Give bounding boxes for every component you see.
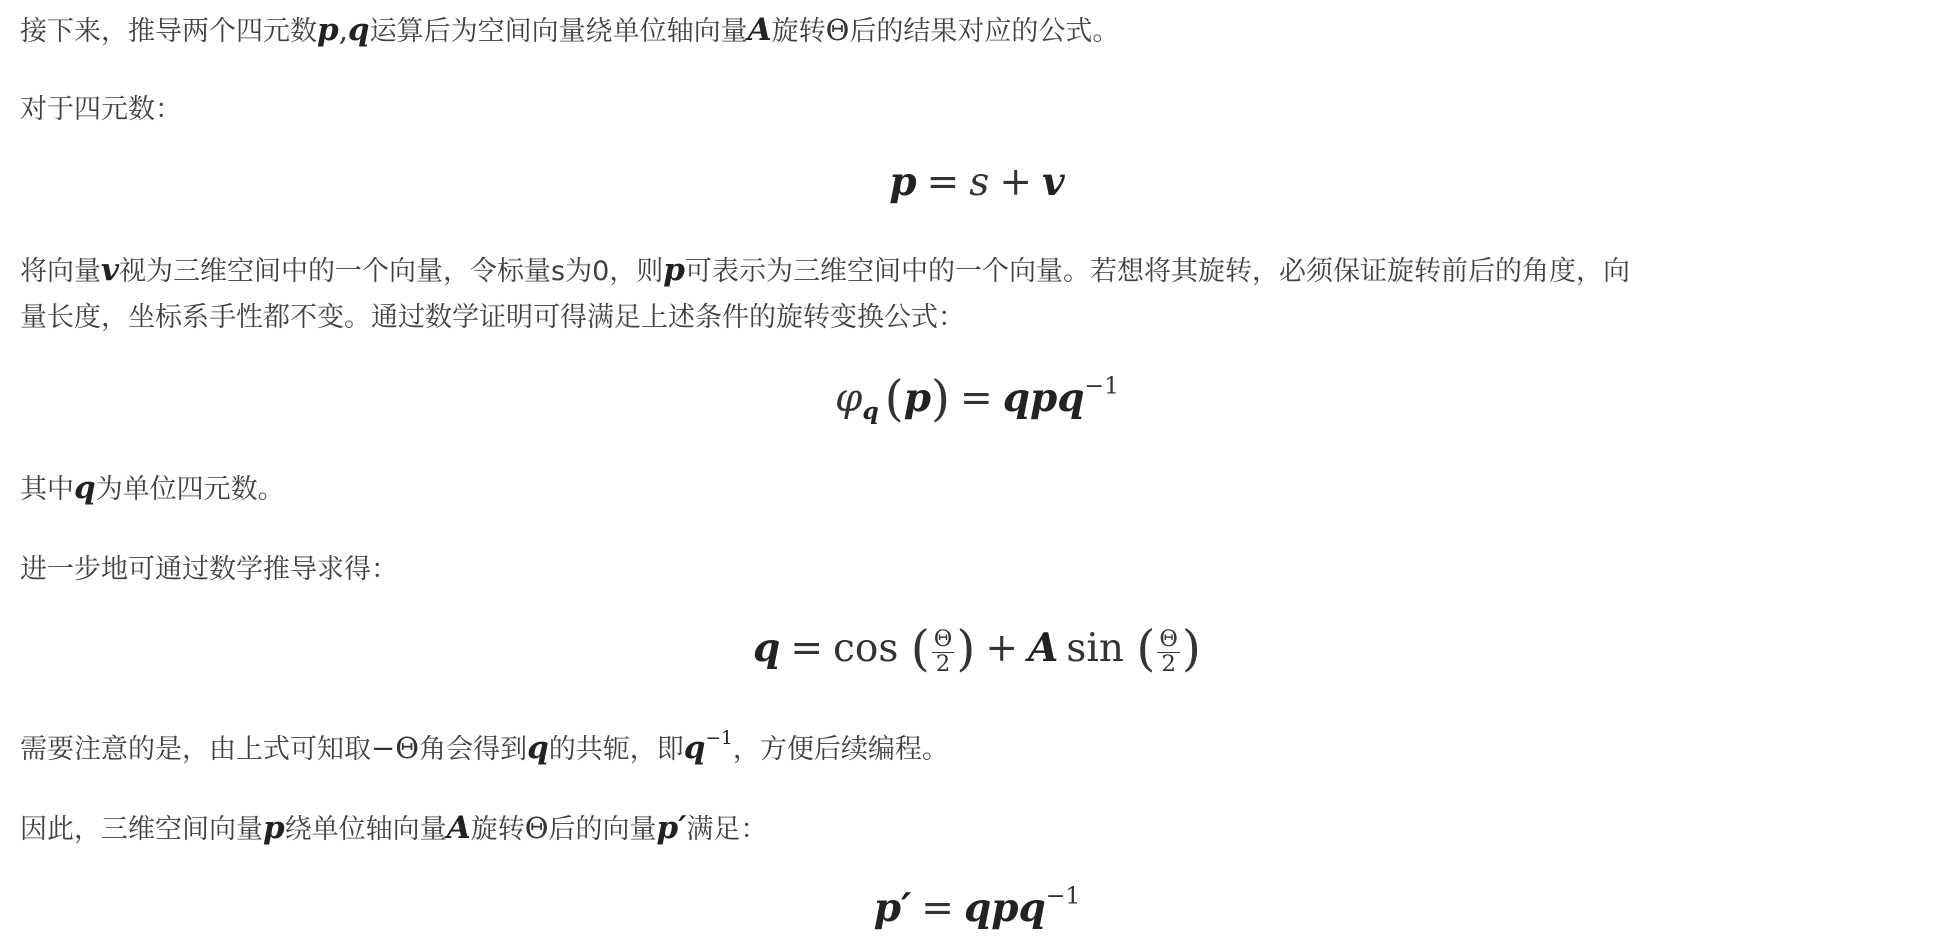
- eq-var-s: s: [969, 160, 990, 205]
- fraction-denominator: 2: [1161, 651, 1176, 678]
- var-v: v: [101, 252, 120, 288]
- eq-close-paren: ): [930, 370, 951, 427]
- comma: ,: [338, 13, 348, 47]
- paragraph-quaternion-label: [20, 90, 182, 130]
- paragraph-conjugate-note: [20, 728, 949, 770]
- text: 可表示为三维空间中的一个向量。若想将其旋转，必须保证旋转前后的角度，向: [684, 256, 1630, 287]
- eq-fraction-theta-half: [1157, 628, 1180, 677]
- text: 接下来，推导两个四元数: [20, 16, 317, 47]
- theta-symbol: Θ: [825, 13, 850, 47]
- text: 旋转: [771, 16, 826, 47]
- text: 旋转: [470, 814, 525, 845]
- eq-var-p-prime: p′: [873, 885, 912, 931]
- text: 需要注意的是，由上式可知取: [20, 734, 371, 765]
- var-q-inverse: [684, 730, 733, 766]
- eq-var-p: p: [889, 159, 917, 205]
- eq-open-paren: (: [1136, 620, 1156, 677]
- text: ，方便后续编程。: [732, 734, 949, 765]
- eq-sup-inverse: −1: [1084, 371, 1119, 400]
- paragraph-unit-quaternion: [20, 468, 285, 510]
- eq-equals: =: [921, 886, 954, 931]
- text: 运算后为空间向量绕单位轴向量: [369, 16, 748, 47]
- text: 其中: [20, 474, 74, 505]
- paragraph-derivation: [20, 550, 398, 590]
- fraction-numerator: Θ: [933, 626, 953, 653]
- eq-sup-inverse: −1: [1045, 881, 1081, 910]
- text: 因此，三维空间向量: [20, 814, 263, 845]
- equation-q-cos-sin: [0, 618, 1954, 679]
- neg-theta: −Θ: [371, 731, 420, 765]
- paragraph-rotation-conditions-line1: [20, 250, 1630, 292]
- paragraph-rotation-conditions-line2: [20, 298, 965, 338]
- eq-var-v: v: [1042, 159, 1065, 205]
- eq-plus: +: [985, 626, 1019, 671]
- eq-plus: +: [999, 160, 1032, 205]
- eq-equals: =: [790, 626, 824, 671]
- equation-rotation-transform: [0, 368, 1954, 429]
- text: 的共轭，即: [548, 734, 684, 765]
- var-A: A: [747, 12, 772, 48]
- fraction-denominator: 2: [935, 651, 951, 678]
- var-p: p: [317, 12, 339, 48]
- text: 满足：: [686, 814, 768, 845]
- eq-phi: φ: [835, 376, 863, 421]
- eq-sub-q: q: [862, 397, 879, 426]
- text: 后的结果对应的公式。: [849, 16, 1120, 47]
- equation-rotated-vector: [0, 878, 1954, 939]
- text: 将向量: [20, 256, 101, 287]
- var-q: q: [347, 12, 370, 48]
- text: 量长度，坐标系手性都不变。通过数学证明可得满足上述条件的旋转变换公式：: [20, 302, 965, 333]
- paragraph-intro: [20, 10, 1119, 52]
- eq-equals: =: [960, 376, 993, 421]
- fraction-numerator: Θ: [1159, 626, 1178, 653]
- eq-sin: sin: [1066, 626, 1124, 671]
- text: 为单位四元数。: [95, 474, 285, 505]
- text: 对于四元数：: [20, 94, 182, 125]
- var-p: p: [263, 810, 285, 846]
- text: 角会得到: [419, 734, 528, 765]
- var-q: q: [683, 730, 706, 766]
- eq-open-paren: (: [884, 370, 904, 427]
- eq-var-q: q: [753, 625, 781, 671]
- text: 视为三维空间中的一个向量，令标量s为0，则: [119, 256, 664, 287]
- var-p: p: [663, 252, 685, 288]
- eq-qpq: qpq: [963, 885, 1046, 931]
- eq-var-p: p: [903, 375, 931, 421]
- var-q: q: [527, 730, 549, 766]
- eq-fraction-theta-half: [932, 628, 955, 677]
- eq-equals: =: [926, 160, 960, 205]
- text: 进一步地可通过数学推导求得：: [20, 554, 398, 585]
- text: 绕单位轴向量: [284, 814, 447, 845]
- theta-symbol: Θ: [524, 811, 549, 845]
- equation-quaternion-definition: [0, 152, 1954, 213]
- var-p-prime: p′: [656, 810, 687, 846]
- var-A: A: [446, 810, 471, 846]
- paragraph-conclusion: [20, 808, 767, 850]
- eq-var-A: A: [1028, 625, 1059, 671]
- eq-close-paren: ): [956, 620, 976, 677]
- var-q: q: [74, 470, 96, 506]
- eq-cos: cos: [833, 626, 899, 671]
- eq-qpq: qpq: [1002, 375, 1085, 421]
- eq-close-paren: ): [1181, 620, 1201, 677]
- text: 后的向量: [548, 814, 657, 845]
- sup-inverse: −1: [705, 728, 733, 750]
- eq-open-paren: (: [910, 620, 930, 677]
